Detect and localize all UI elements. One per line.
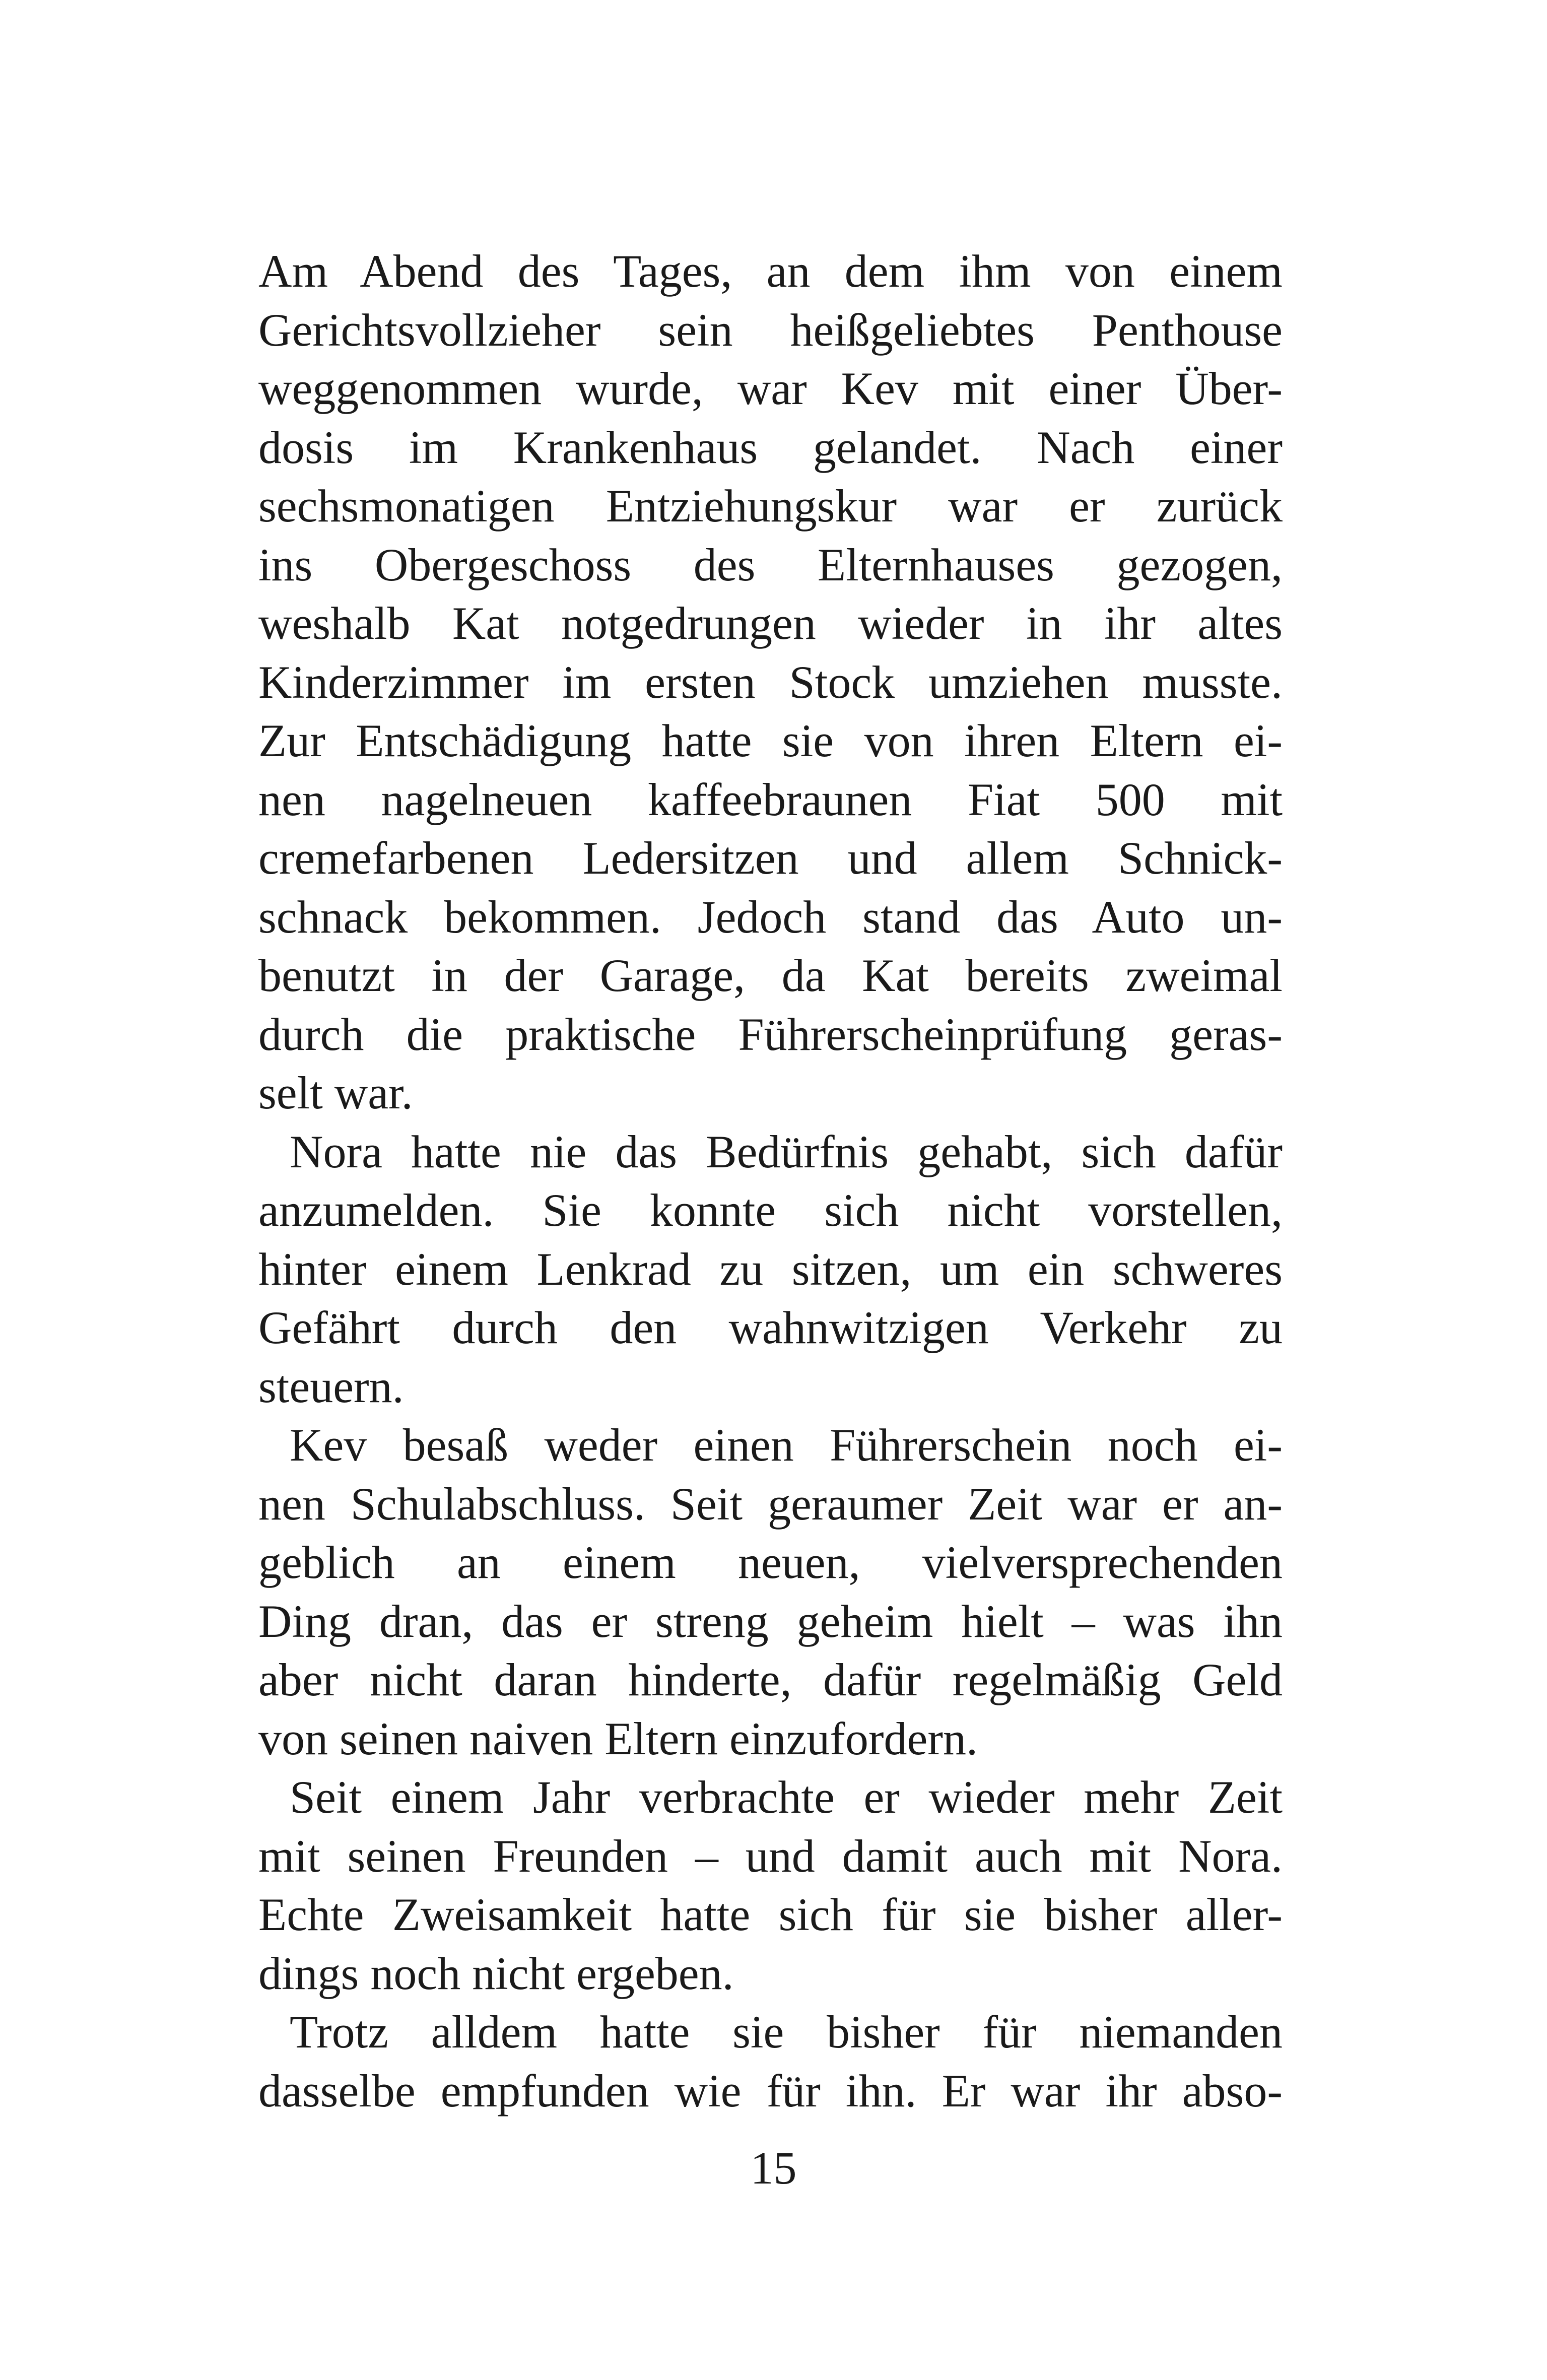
- text-line: hinter einem Lenkrad zu sitzen, um ein schweres: [258, 1243, 1283, 1295]
- text-line: Am Abend des Tages, an dem ihm von einem: [258, 245, 1283, 297]
- text-line: nen nagelneuen kaffeebraunen Fiat 500 mit: [258, 773, 1283, 825]
- text-line: selt war.: [258, 1067, 413, 1118]
- text-line: steuern.: [258, 1360, 404, 1412]
- text-line: Kev besaß weder einen Führerschein noch ei-: [290, 1419, 1283, 1471]
- text-line: anzumelden. Sie konnte sich nicht vorstellen,: [258, 1184, 1283, 1236]
- text-line: schnack bekommen. Jedoch stand das Auto un-: [258, 891, 1283, 943]
- text-line: durch die praktische Führerscheinprüfung geras-: [258, 1008, 1283, 1060]
- text-line: mit seinen Freunden – und damit auch mit Nora.: [258, 1830, 1283, 1882]
- text-line: cremefarbenen Ledersitzen und allem Schnick-: [258, 832, 1283, 884]
- text-line: Gerichtsvollzieher sein heißgeliebtes Penthouse: [258, 304, 1283, 356]
- text-line: aber nicht daran hinderte, dafür regelmäßig Geld: [258, 1654, 1283, 1705]
- text-line: Zur Entschädigung hatte sie von ihren Eltern ei-: [258, 715, 1283, 766]
- text-line: Echte Zweisamkeit hatte sich für sie bisher aller-: [258, 1889, 1283, 1940]
- page-number: 15: [750, 2142, 797, 2194]
- text-line: dasselbe empfunden wie für ihn. Er war ihr abso-: [258, 2065, 1283, 2117]
- text-line: ins Obergeschoss des Elternhauses gezogen,: [258, 539, 1283, 590]
- text-line: benutzt in der Garage, da Kat bereits zweimal: [258, 950, 1283, 1001]
- text-line: Trotz alldem hatte sie bisher für niemanden: [290, 2006, 1283, 2058]
- text-line: Seit einem Jahr verbrachte er wieder mehr Zeit: [290, 1771, 1283, 1823]
- text-line: weshalb Kat notgedrungen wieder in ihr altes: [258, 598, 1283, 649]
- text-line: geblich an einem neuen, vielversprechenden: [258, 1537, 1283, 1588]
- text-line: sechsmonatigen Entziehungskur war er zurück: [258, 480, 1283, 532]
- text-line: Nora hatte nie das Bedürfnis gehabt, sich dafür: [290, 1126, 1283, 1177]
- text-line: nen Schulabschluss. Seit geraumer Zeit war er an-: [258, 1478, 1283, 1530]
- text-line: weggenommen wurde, war Kev mit einer Über-: [258, 363, 1283, 414]
- text-line: dosis im Krankenhaus gelandet. Nach einer: [258, 421, 1283, 473]
- text-line: Kinderzimmer im ersten Stock umziehen musste.: [258, 656, 1283, 708]
- body-text: [258, 242, 1283, 2120]
- text-line: Ding dran, das er streng geheim hielt – was ihn: [258, 1595, 1283, 1647]
- text-line: von seinen naiven Eltern einzufordern.: [258, 1712, 978, 1764]
- text-line: Gefährt durch den wahnwitzigen Verkehr zu: [258, 1302, 1283, 1353]
- text-line: dings noch nicht ergeben.: [258, 1947, 734, 1999]
